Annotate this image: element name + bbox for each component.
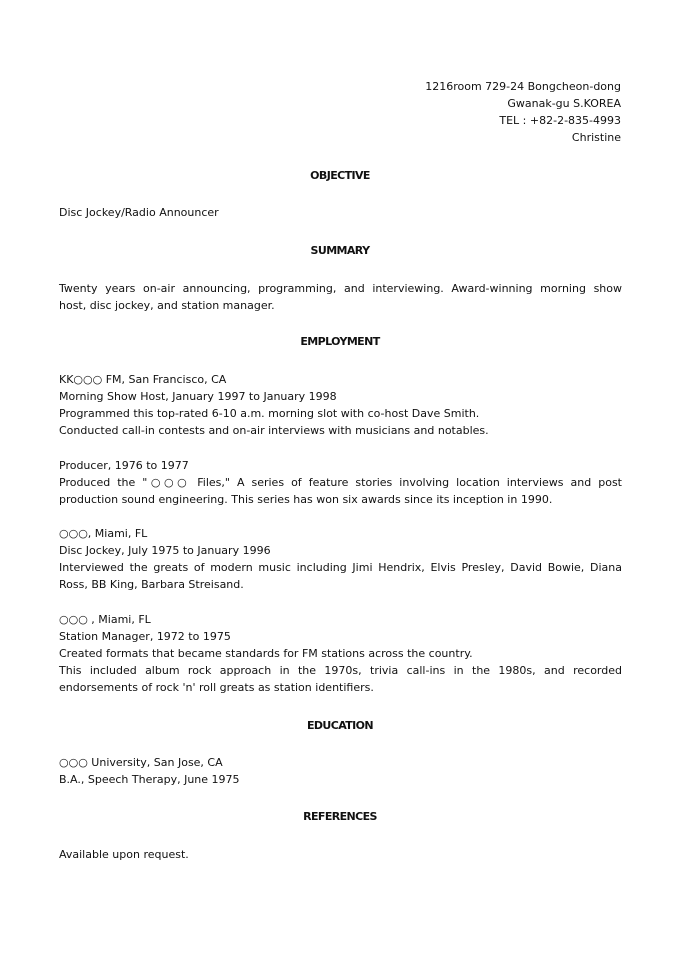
summary-heading: SUMMARY (310, 244, 370, 257)
education-school: ○○○ University, San Jose, CA (59, 756, 223, 769)
address-line-1: 1216room 729-24 Bongcheon-dong (425, 80, 621, 93)
applicant-name: Christine (571, 131, 621, 144)
summary-line-2: host, disc jockey, and station manager. (59, 299, 275, 312)
job4-employer: ○○○ , Miami, FL (59, 613, 151, 626)
job4-desc-1: Created formats that became standards for FM stations across the country. (59, 647, 473, 660)
objective-text: Disc Jockey/Radio Announcer (59, 206, 219, 219)
job4-desc-3: endorsements of rock 'n' roll greats as station identifiers. (59, 681, 374, 694)
job4-title: Station Manager, 1972 to 1975 (59, 630, 231, 643)
job4-desc-2: This included album rock approach in the 1970s, trivia call-ins in the 1980s, and recorded (59, 664, 622, 677)
employment-heading: EMPLOYMENT (300, 335, 380, 348)
job2-title: Producer, 1976 to 1977 (59, 459, 189, 472)
job2-desc-1: Produced the "○○○ Files," A series of feature stories involving location interviews and post (59, 476, 622, 489)
job3-employer: ○○○, Miami, FL (59, 527, 148, 540)
objective-heading: OBJECTIVE (310, 169, 370, 182)
job1-employer: KK○○○ FM, San Francisco, CA (59, 373, 227, 386)
education-degree: B.A., Speech Therapy, June 1975 (59, 773, 240, 786)
references-text: Available upon request. (59, 848, 189, 861)
job3-desc-2: Ross, BB King, Barbara Streisand. (59, 578, 244, 591)
job3-title: Disc Jockey, July 1975 to January 1996 (59, 544, 271, 557)
references-heading: REFERENCES (303, 810, 377, 823)
summary-line-1: Twenty years on-air announcing, programming, and interviewing. Award-winning morning show (59, 282, 622, 295)
job3-desc-1: Interviewed the greats of modern music including Jimi Hendrix, Elvis Presley, David Bowie, Diana (59, 561, 622, 574)
address-phone: TEL : +82-2-835-4993 (499, 114, 621, 127)
job2-desc-2: production sound engineering. This series has won six awards since its inception in 1990. (59, 493, 553, 506)
address-line-2: Gwanak-gu S.KOREA (507, 97, 621, 110)
job1-desc-1: Programmed this top-rated 6-10 a.m. morning slot with co-host Dave Smith. (59, 407, 480, 420)
education-heading: EDUCATION (306, 719, 374, 732)
job1-desc-2: Conducted call-in contests and on-air interviews with musicians and notables. (59, 424, 489, 437)
job1-title: Morning Show Host, January 1997 to January 1998 (59, 390, 337, 403)
